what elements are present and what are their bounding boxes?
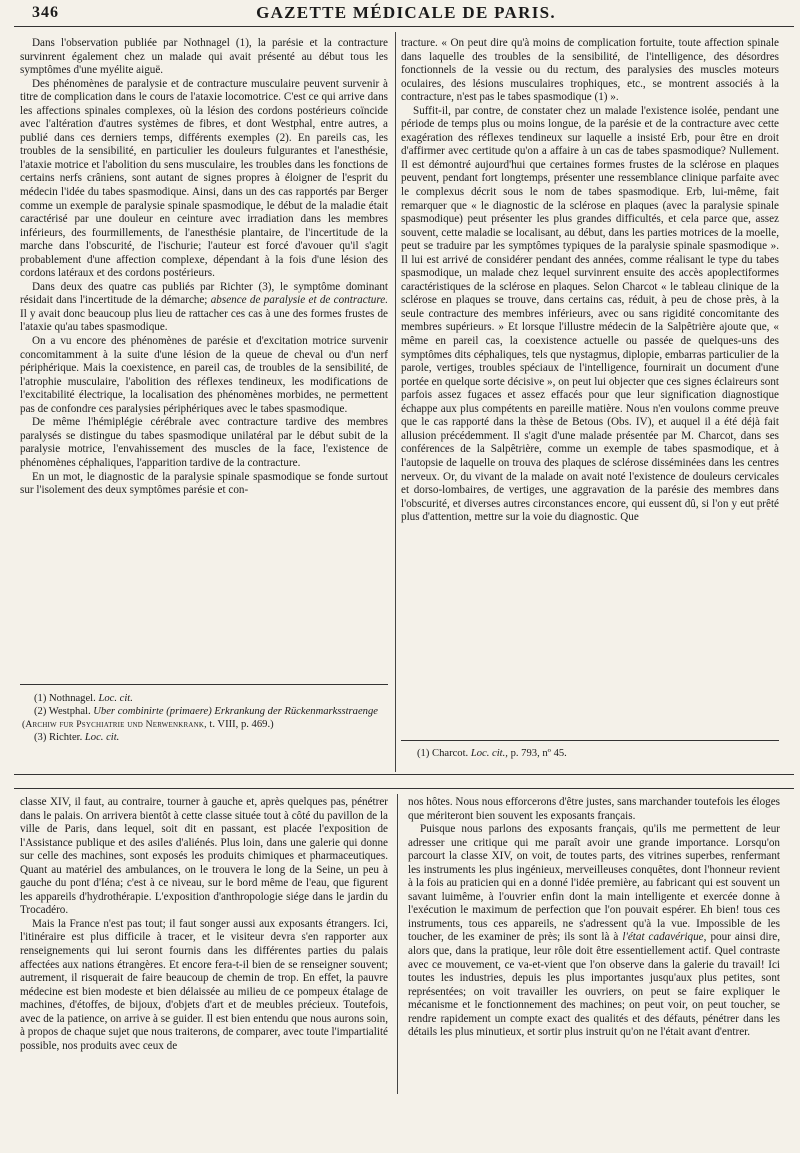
footnote: (3) Richter. Loc. cit.: [34, 732, 120, 743]
top-right-column: [401, 37, 779, 525]
top-right-footnotes: [405, 747, 779, 760]
footnote-rule: [20, 684, 388, 685]
bottom-left-column: [20, 796, 388, 1053]
footnote-rule: [401, 740, 779, 741]
top-left-footnotes: [22, 692, 388, 744]
top-left-column: [20, 37, 388, 498]
column-divider: [397, 794, 398, 1094]
section-rule: [14, 774, 794, 775]
paragraph: On a vu encore des phénomènes de parésie et d'excitation motrice survenir concomitamment à la suite d'une lésion de la queue de cheval ou d'un nerf périphérique. Mais la coexistence, en pareil cas, de troubles de la sensibilité, de l'atrophie musculaire, l'abolition des réflexes tendineux, les modifications de l'excitabilité électrique, la localisation des phénomènes morbides, ne permettent pas de confondre ces paralysies périphériques avec le tabes spasmodique.: [20, 335, 388, 415]
bottom-right-column: [408, 796, 780, 1040]
paragraph: Puisque nous parlons des exposants français, qu'ils me permettent de leur adresser une critique qui me paraît avoir une grande importance. Lorsqu'on parcourt la classe XIV, on voit, de toutes parts, des vitrines superbes, renfermant les instruments les plus ingénieux, merveilleuses conquêtes, dont l'honneur revient à la fois au praticien qui en a donné l'idée première, au fabricant qui est souvent un savant luimême, à l'ouvrier enfin dont la main intelligente et exercée donne à l'exécution le maximum de perfection que l'on pouvait espérer. Eh bien! tous ces instruments, tous ces appareils, ne s'adressent qu'à la vue. Impossible de les toucher, de les examiner de près; ils sont là à l'état cadavérique, pour ainsi dire, alors que, dans la pratique, leur rôle doit être essentiellement actif. Quel contraste avec ce mouvement, ce va-et-vient que l'on observe dans la galerie du travail! Ici toutes les industries, depuis les plus importantes jusqu'aux plus petites, sont représentées; on voit travailler les ouvriers, on peut se faire expliquer le mécanisme et le fonctionnement des machines; on peut voir, on peut toucher, se rendre rapidement un compte exact des qualités et des défauts, pénétrer dans les détails les plus minutieux, et sortir plus instruit qu'on ne l'était avant d'entrer.: [408, 823, 781, 1039]
paragraph: Dans l'observation publiée par Nothnagel (1), la parésie et la contracture survinrent également chez un malade qui avait présenté au début tous les symptômes d'une myélite aiguë.: [20, 37, 388, 77]
footnote: (2) Westphal. Uber combinirte (primaere) Erkrankung der Rückenmarksstraenge (Archiw fur Psychiatrie und Nerwenkrank, t. VIII, p. 469.): [22, 706, 378, 730]
paragraph: De même l'hémiplégie cérébrale avec contracture tardive des membres paralysés se distingue du tabes spasmodique unilatéral par le début subit de la paralysie motrice, l'envahissement des muscles de la face, l'existence de phénomènes céphaliques, l'apparition tardive de la contracture.: [20, 416, 388, 469]
paragraph: nos hôtes. Nous nous efforcerons d'être justes, sans marchander toutefois les éloges que mériteront bien souvent les exposants français.: [408, 796, 780, 822]
paragraph: Mais la France n'est pas tout; il faut songer aussi aux exposants étrangers. Ici, l'itinéraire est plus difficile à tracer, et le visiteur devra s'en rapporter aux renseignements qui lui seront fournis dans les différentes parties du palais affectées aux nations étrangères. Et encore fera-t-il bien de se renseigner souvent; autrement, il risquerait de faire beaucoup de chemin de trop. En effet, la pauvre médecine est bien modeste et bien délaissée au milieu de ce pompeux étalage de machines, d'étoffes, de bijoux, d'objets d'art et de meubles précieux. Toutefois, avec de la patience, on arrive à se guider. Il est bien entendu que nous aurons soin, à propos de chaque sujet que nous traiterons, de comparer, avec toute l'impartialité possible, nos produits avec ceux de: [20, 917, 388, 1052]
header-rule: [14, 26, 794, 27]
journal-title: GAZETTE MÉDICALE DE PARIS.: [256, 3, 556, 22]
page-header: [22, 2, 790, 24]
paragraph: Dans deux des quatre cas publiés par Richter (3), le symptôme dominant résidait dans l'incertitude de la démarche; absence de paralysie et de contracture. Il y avait donc beaucoup plus lieu de rattacher ces cas à une des formes frustes de l'ataxie qu'au tabes spasmodique.: [20, 280, 389, 334]
page-number: 346: [32, 4, 59, 21]
paragraph: classe XIV, il faut, au contraire, tourner à gauche et, après quelques pas, pénétrer dans le palais. On arrivera bientôt à cette classe située tout à côté du pavillon de la ville de Paris, dans lequel, soit dit en passant, est placée l'exposition de l'Assistance publique et des asiles d'aliénés. Plus loin, dans une galerie qui donne sur celle des machines, sont exposés les produits chimiques et pharmaceutiques. Quant au matériel des ambulances, on le trouvera le long de la Seine, un peu à gauche du pont d'Iéna; c'est à ce niveau, sur le bord même de l'eau, que figurent les appareils d'hydrothérapie. L'exposition d'anthropologie siége dans le jardin du Trocadéro.: [20, 796, 388, 917]
paragraph: tracture. « On peut dire qu'à moins de complication fortuite, toute affection spinale dans laquelle des troubles de la sensibilité, de l'intelligence, des désordres fonctionnels de la vessie ou du rectum, des paralysies des muscles moteurs oculaires, des lésions musculaires trophiques, etc., se montrent associés à la contracture, n'est pas le tabes spasmodique (1) ».: [401, 37, 779, 104]
paragraph: En un mot, le diagnostic de la paralysie spinale spasmodique se fonde surtout sur l'isolement des deux symptômes parésie et con-: [20, 470, 388, 497]
footnote: (1) Charcot. Loc. cit., p. 793, nº 45.: [417, 748, 567, 759]
footnote: (1) Nothnagel. Loc. cit.: [34, 693, 133, 704]
paragraph: Suffit-il, par contre, de constater chez un malade l'existence isolée, pendant une période de temps plus ou moins longue, de la parésie et de la contracture avec cette exagération des réflexes tendineux sur laquelle a insisté Erb, pour être en droit d'affirmer avec certitude qu'on a affaire à un cas de tabes spasmodique? Nullement. Il est démontré aujourd'hui que certaines formes frustes de la sclérose en plaques peuvent, pendant fort longtemps, présenter une ressemblance clinique parfaite avec le complexus décrit sous le nom de tabes spasmodique. Erb, lui-même, fait remarquer que « le diagnostic de la sclérose en plaques (avec la paralysie spinale spasmodique) peut présenter les plus grandes difficultés, et cela parce que, assez souvent, cette maladie se localisant, au début, dans les parties motrices de la moelle, peut se traduire par les symptômes typiques de la paralysie spinale spasmodique ». Il lui est arrivé de considérer pendant des années, comme réalisant le type du tabes spasmodique, un malade chez lequel survinrent ensuite des accès apoplectiformes caractéristiques de la sclérose en plaques. Selon Charcot « le tableau clinique de la sclérose en plaques se trouve, dans certains cas, réduit, à peu de chose près, à la seule contracture des membres inférieurs, avec ou sans rigidité concomitante des membres supérieurs. » Et lorsque l'illustre médecin de la Salpêtrière ajoute que, « même en pareil cas, la coexistence actuelle ou passée de quelques-uns des symptômes dits céphaliques, tels que nystagmus, diplopie, embarras particulier de la parole, vertiges, troubles spéciaux de l'intelligence, fournirait un document d'une portée en quelque sorte décisive », on peut lui objecter que ces signes éclaireurs sont parfois assez fugaces et assez effacés pour que leur signification diagnostique échappe aux plus compétents en pareille matière. Nous n'en voulons comme preuve que le cas rapporté dans la thèse de Betous (Obs. IV), et auquel il a été déjà fait allusion précédemment. Il s'agit d'une malade présentée par M. Charcot, dans ses conférences de la Salpêtrière, comme un exemple de tabes spasmodique, et à l'autopsie de laquelle on trouva des plaques de sclérose disséminées dans les centres nerveux. Or, du vivant de la malade on avait noté l'existence de douleurs cervicales et dorso-lombaires, de vertiges, une aggravation de la parésie des membres dans l'obscurité, et diverses autres circonstances encore, qui eussent dû, si l'on y eut prêté plus d'attention, mettre sur la voie du diagnostic. Que: [401, 104, 779, 524]
paragraph: Des phénomènes de paralysie et de contracture musculaire peuvent survenir à titre de complication dans le cours de l'ataxie locomotrice. C'est ce qui arrive dans les affections spinales complexes, où la lésion des cordons postérieurs coïncide avec l'altération d'autres systèmes de fibres, et dont Westphal, entre autres, a publié dans ces derniers temps, différents exemples (2). En pareils cas, les troubles de la sensibilité, en particulier les douleurs fulgurantes et l'anesthésie, l'ataxie motrice et l'abolition du sens musculaire, les troubles dans les fonctions de certains nerfs crâniens, sont autant de signes propres à éloigner de l'esprit du médecin l'idée du tabes spasmodique. Ainsi, dans un des cas rapportés par Berger comme un exemple de paralysie spinale spasmodique, le début de la maladie était caractérisé par une douleur en ceinture avec irradiation dans les membres inférieurs, des fourmillements, de l'anesthésie plantaire, de l'incertitude de la marche dans l'obscurité, de l'ischurie; l'auteur est forcé d'avouer qu'il s'agit probablement d'une affection complexe, dépendant à la fois d'une lésion des cordons latéraux et des cordons postérieurs.: [20, 77, 388, 280]
column-divider: [395, 32, 396, 772]
section-rule: [14, 788, 794, 789]
